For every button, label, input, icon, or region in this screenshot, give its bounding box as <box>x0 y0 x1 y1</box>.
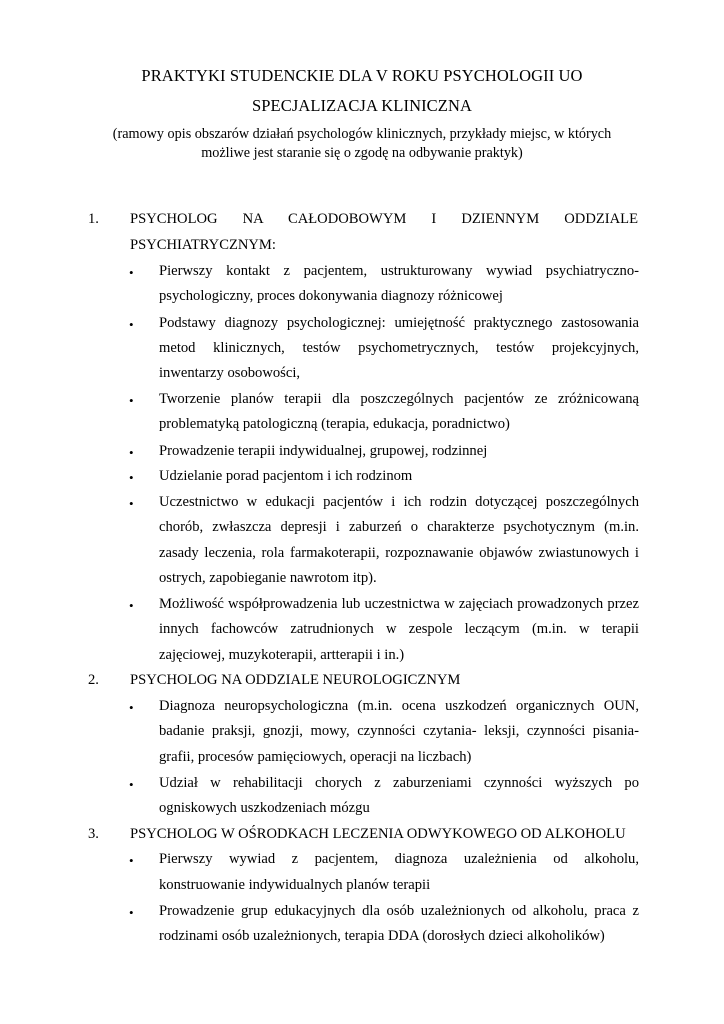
list-item-line: inwentarzy osobowości, <box>159 365 301 381</box>
bullet-icon: • <box>129 265 134 280</box>
page-title-line-1: PRAKTYKI STUDENCKIE DLA V ROKU PSYCHOLOGII UO <box>141 66 583 85</box>
list-item-line: innych fachowców zatrudnionych w zespole leczącym (m.in. w terapii <box>159 621 639 637</box>
list-item-line: metod klinicznych, testów psychometrycznych, testów projekcyjnych, <box>159 340 639 356</box>
list-item-line: Uczestnictwo w edukacji pacjentów i ich rodzin dotyczącej poszczególnych <box>159 494 639 510</box>
list-item-line: psychologiczny, proces dokonywania diagnozy różnicowej <box>159 288 503 304</box>
bullet-icon: • <box>129 598 134 613</box>
page-title-line-2: SPECJALIZACJA KLINICZNA <box>251 96 472 115</box>
section-heading-line: PSYCHOLOG NA ODDZIALE NEUROLOGICZNYM <box>130 672 461 688</box>
list-item-line: badanie praksji, gnozji, mowy, czynności czytania- leksji, czynności pisania- <box>159 723 639 739</box>
list-item-line: ogniskowych uszkodzeniach mózgu <box>159 800 370 816</box>
list-item-line: zajęciowej, muzykoterapii, artterapii i in.) <box>159 647 405 663</box>
bullet-icon: • <box>129 445 134 460</box>
list-item-line: Prowadzenie grup edukacyjnych dla osób uzależnionych od alkoholu, praca z <box>159 903 639 919</box>
list-item-line: rodzinami osób uzależnionych, terapia DDA (dorosłych dzieci alkoholików) <box>159 928 605 944</box>
bullet-icon: • <box>129 317 134 332</box>
bullet-icon: • <box>129 393 134 408</box>
section-heading-line: PSYCHOLOG W OŚRODKACH LECZENIA ODWYKOWEGO OD ALKOHOLU <box>130 826 626 842</box>
bullet-icon: • <box>129 470 134 485</box>
list-item-line: Udzielanie porad pacjentom i ich rodzinom <box>159 468 413 484</box>
section-number: 1. <box>88 211 99 227</box>
list-item-line: grafii, procesów pamięciowych, operacji na liczbach) <box>159 749 472 765</box>
list-item-line: Tworzenie planów terapii dla poszczególnych pacjentów ze zróżnicowaną <box>159 391 639 407</box>
list-item-line: Możliwość współprowadzenia lub uczestnictwa w zajęciach prowadzonych przez <box>159 596 639 612</box>
list-item-line: Diagnoza neuropsychologiczna (m.in. ocena uszkodzeń organicznych OUN, <box>159 698 639 714</box>
bullet-icon: • <box>129 700 134 715</box>
list-item-line: ostrych, zapobieganie nawrotom itp). <box>159 570 377 586</box>
list-item-line: chorób, zwłaszcza depresji i zaburzeń o charakterze psychotycznym (m.in. <box>159 519 639 535</box>
list-item-line: Podstawy diagnozy psychologicznej: umiejętność praktycznego zastosowania <box>159 315 639 331</box>
bullet-icon: • <box>129 496 134 511</box>
section-heading-line: PSYCHOLOG NA CAŁODOBOWYM I DZIENNYM ODDZIALE <box>130 211 638 227</box>
section-heading-line: PSYCHIATRYCZNYM: <box>130 237 276 253</box>
list-item-line: Udział w rehabilitacji chorych z zaburzeniami czynności wyższych po <box>159 775 639 791</box>
list-item-line: zasady leczenia, rola farmakoterapii, rozpoznawanie objawów zwiastunowych i <box>159 545 639 561</box>
list-item-line: Pierwszy kontakt z pacjentem, ustrukturowany wywiad psychiatryczno- <box>159 263 639 279</box>
subtitle-line-1: (ramowy opis obszarów działań psychologów klinicznych, przykłady miejsc, w których <box>112 126 612 142</box>
list-item-line: Prowadzenie terapii indywidualnej, grupowej, rodzinnej <box>159 443 488 459</box>
section-number: 3. <box>88 826 99 842</box>
bullet-icon: • <box>129 905 134 920</box>
subtitle-line-2: możliwe jest staranie się o zgodę na odbywanie praktyk) <box>201 145 523 161</box>
list-item-line: konstruowanie indywidualnych planów terapii <box>159 877 431 893</box>
list-item-line: Pierwszy wywiad z pacjentem, diagnoza uzależnienia od alkoholu, <box>159 851 639 867</box>
section-number: 2. <box>88 672 99 688</box>
bullet-icon: • <box>129 853 134 868</box>
list-item-line: problematyką patologiczną (terapia, edukacja, poradnictwo) <box>159 416 510 432</box>
bullet-icon: • <box>129 777 134 792</box>
